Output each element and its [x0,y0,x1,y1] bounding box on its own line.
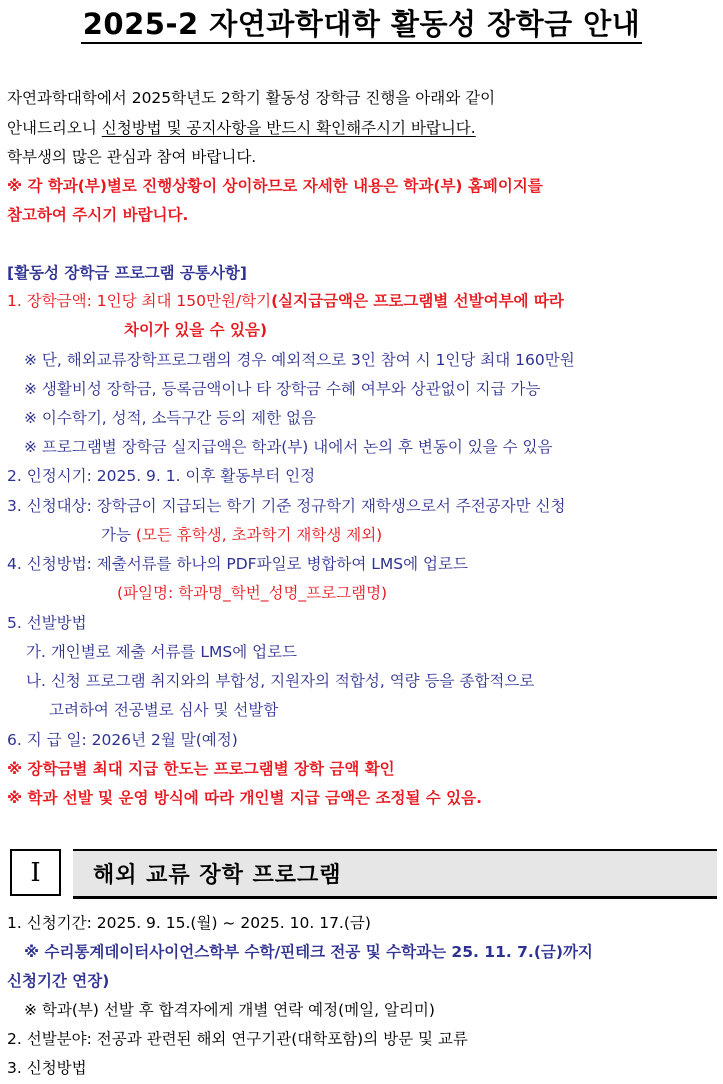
intro-line-2 [7,117,476,139]
common-item-1-label: 1. 장학금액: 1인당 최대 150만원/학기 [7,292,272,310]
section-1-extension-2: 신청기간 연장) [7,972,110,990]
intro-notice-2: 참고하여 주시기 바랍니다. [7,206,189,224]
section-1-numeral: I [10,849,61,896]
intro-line-3: 학부생의 많은 관심과 참여 바랍니다. [7,148,257,166]
common-warning-2: ※ 학과 선발 및 운영 방식에 따라 개인별 지급 금액은 조정될 수 있음. [7,789,483,807]
common-heading: [활동성 장학금 프로그램 공통사항] [7,264,247,282]
common-item-2: 2. 인정시기: 2025. 9. 1. 이후 활동부터 인정 [7,467,316,485]
common-note-1: ※ 단, 해외교류장학프로그램의 경우 예외적으로 3인 참여 시 1인당 최대 160만원 [24,351,575,369]
common-item-4-filename: (파일명: 학과명_학번_성명_프로그램명) [117,584,388,602]
section-1-note: ※ 학과(부) 선발 후 합격자에게 개별 연락 예정(메일, 알리미) [24,1001,435,1019]
common-item-3-cont-text: 가능 [101,526,136,544]
common-item-4: 4. 신청방법: 제출서류를 하나의 PDF파일로 병합하여 LMS에 업로드 [7,555,468,573]
section-1-item-3: 3. 신청방법 [7,1059,87,1077]
common-item-5-na-1: 나. 신청 프로그램 취지와의 부합성, 지원자의 적합성, 역량 등을 종합적으로 [26,672,535,690]
section-1-item-2: 2. 선발분야: 전공과 관련된 해외 연구기관(대학포함)의 방문 및 교류 [7,1030,468,1048]
common-note-4: ※ 프로그램별 장학금 실지급액은 학과(부) 내에서 논의 후 변동이 있을 수 있음 [24,438,553,456]
common-item-3-exclusion: (모든 휴학생, 초과학기 재학생 제외) [135,526,383,544]
common-item-1-cont: 차이가 있을 수 있음) [124,321,268,339]
common-warning-1: ※ 장학금별 최대 지급 한도는 프로그램별 장학 금액 확인 [7,760,395,778]
section-1-extension-1: ※ 수리통계데이터사이언스학부 수학/핀테크 전공 및 수학과는 25. 11. 7.(금)까지 [24,943,593,961]
common-item-3: 3. 신청대상: 장학금이 지급되는 학기 기준 정규학기 재학생으로서 주전공자만 신청 [7,497,566,515]
common-note-2: ※ 생활비성 장학금, 등록금액이나 타 장학금 수혜 여부와 상관없이 지급 가능 [24,380,541,398]
page-title: 2025-2 자연과학대학 활동성 장학금 안내 [81,7,643,44]
common-note-3: ※ 이수학기, 성적, 소득구간 등의 제한 없음 [24,409,316,427]
intro-line-1: 자연과학대학에서 2025학년도 2학기 활동성 장학금 진행을 아래와 같이 [7,89,496,107]
common-item-5: 5. 선발방법 [7,614,87,632]
common-item-1-note: (실지급금액은 프로그램별 선발여부에 따라 [271,292,564,310]
common-item-1 [7,290,564,312]
common-item-5-na-2: 고려하여 전공별로 심사 및 선발함 [49,701,279,719]
common-item-6: 6. 지 급 일: 2026년 2월 말(예정) [7,731,238,749]
page-title-wrap [0,2,723,43]
section-1-header [7,847,717,901]
intro-line-2-text: 안내드리오니 [7,119,102,137]
section-1-item-1: 1. 신청기간: 2025. 9. 15.(월) ~ 2025. 10. 17.(금) [7,914,371,932]
intro-notice-1: ※ 각 학과(부)별로 진행상황이 상이하므로 자세한 내용은 학과(부) 홈페이지를 [7,177,543,195]
intro-line-2-underlined: 신청방법 및 공지사항을 반드시 확인해주시기 바랍니다. [101,119,476,137]
common-item-5-ga: 가. 개인별로 제출 서류를 LMS에 업로드 [26,643,298,661]
section-1-title: 해외 교류 장학 프로그램 [73,849,717,899]
common-item-3-cont [101,524,382,546]
